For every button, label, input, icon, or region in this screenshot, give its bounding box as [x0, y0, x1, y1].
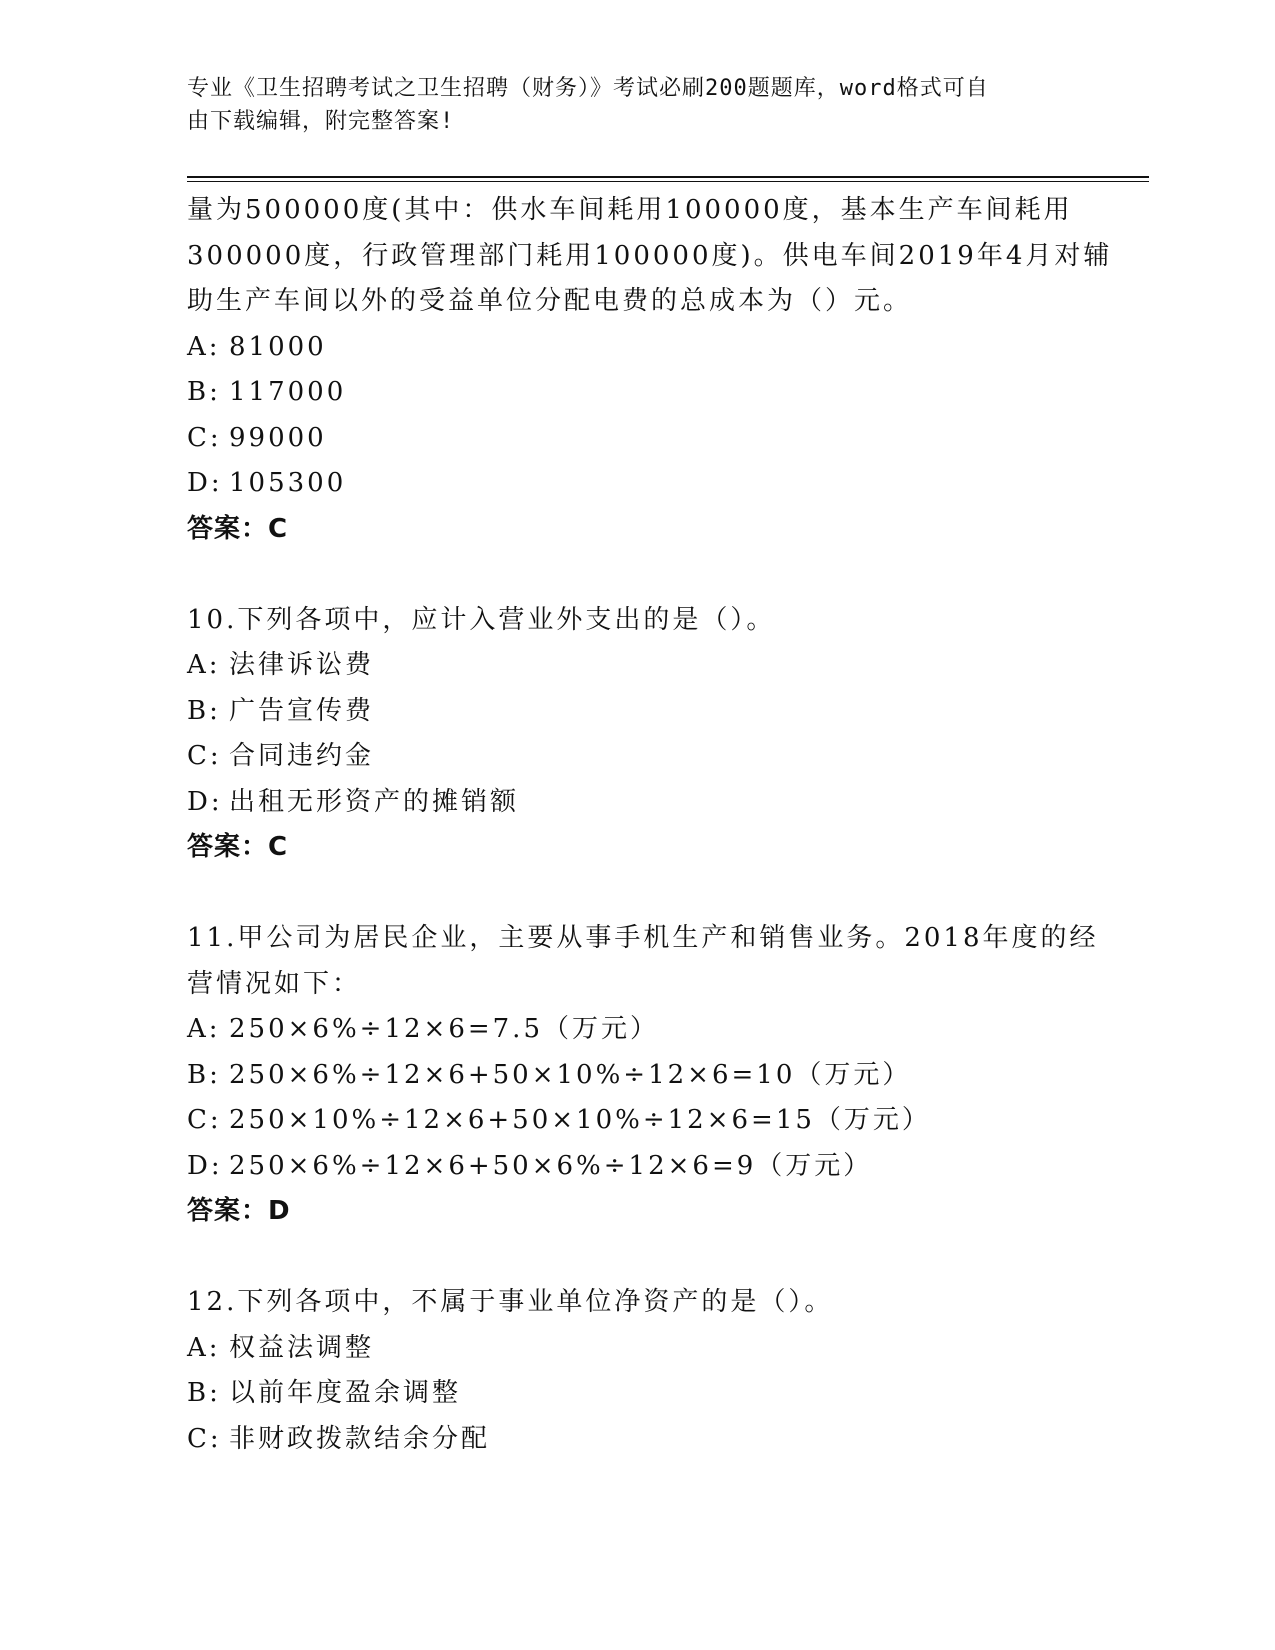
document-header [187, 72, 1087, 138]
option-c: C: 250×10%÷12×6+50×10%÷12×6=15（万元） [187, 1105, 931, 1135]
header-line-1: 专业《卫生招聘考试之卫生招聘（财务）》考试必刷200题题库，word格式可自 [187, 76, 989, 101]
question-stem-line: 300000度，行政管理部门耗用100000度)。供电车间2019年4月对辅 [187, 240, 1113, 271]
question-stem-line: 量为500000度(其中：供水车间耗用100000度，基本生产车间耗用 [187, 195, 1073, 225]
spacer [187, 552, 1087, 598]
question-10 [187, 598, 1087, 871]
option-a: A: 250×6%÷12×6=7.5（万元） [187, 1014, 659, 1044]
option-a: A: 权益法调整 [187, 1332, 375, 1363]
question-stem-line: 助生产车间以外的受益单位分配电费的总成本为（）元。 [187, 286, 913, 316]
option-a: A: 81000 [187, 331, 327, 362]
option-d: D: 250×6%÷12×6+50×6%÷12×6=9（万元） [187, 1150, 873, 1181]
question-9 [187, 188, 1113, 552]
option-b: B: 250×6%÷12×6+50×10%÷12×6=10（万元） [187, 1059, 912, 1090]
option-d: D: 105300 [187, 468, 347, 498]
spacer [187, 1235, 1087, 1281]
answer-line: 答案：C [187, 513, 289, 544]
spacer [187, 871, 1087, 917]
answer-line: 答案：D [187, 1196, 291, 1226]
header-divider-thin [187, 181, 1149, 182]
question-stem-line: 11.甲公司为居民企业，主要从事手机生产和销售业务。2018年度的经 [187, 923, 1099, 953]
option-b: B: 广告宣传费 [187, 695, 375, 726]
option-c: C: 非财政拨款结余分配 [187, 1423, 491, 1454]
question-11 [187, 916, 1099, 1235]
question-list [187, 188, 1113, 1462]
question-12 [187, 1280, 1087, 1462]
header-line-2: 由下载编辑，附完整答案! [187, 109, 455, 134]
option-b: B: 以前年度盈余调整 [187, 1378, 462, 1408]
option-a: A: 法律诉讼费 [187, 650, 375, 680]
question-stem-line: 营情况如下： [187, 968, 362, 999]
option-b: B: 117000 [187, 377, 347, 407]
option-c: C: 合同违约金 [187, 741, 375, 771]
header-divider-thick [187, 176, 1149, 178]
option-d: D: 出租无形资产的摊销额 [187, 786, 520, 817]
question-stem-line: 12.下列各项中，不属于事业单位净资产的是（）。 [187, 1287, 834, 1317]
option-c: C: 99000 [187, 422, 327, 453]
question-stem-line: 10.下列各项中，应计入营业外支出的是（）。 [187, 604, 776, 635]
answer-line: 答案：C [187, 832, 289, 862]
